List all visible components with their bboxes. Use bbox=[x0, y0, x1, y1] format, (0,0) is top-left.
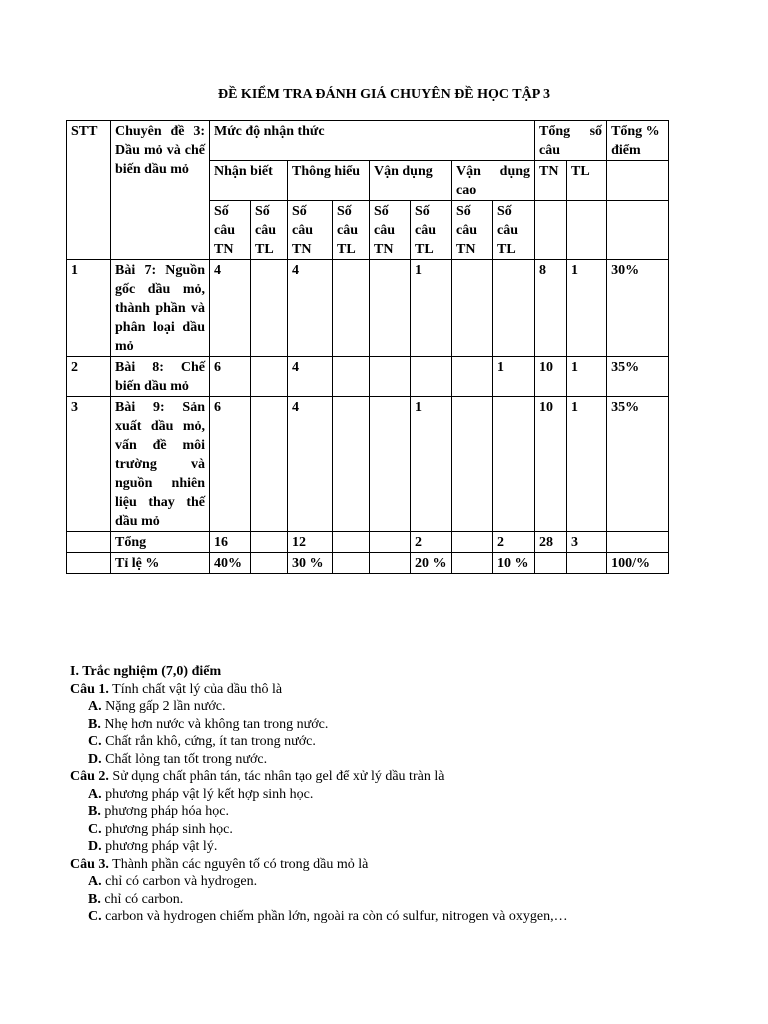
cell-apply-tl: 2 bbox=[411, 532, 452, 553]
cell-total-tl: 1 bbox=[567, 397, 607, 532]
option-text: phương pháp vật lý kết hợp sinh học. bbox=[105, 786, 314, 802]
sub-tn: Số câu TN bbox=[210, 201, 251, 260]
section-heading: I. Trắc nghiệm (7,0) điểm bbox=[70, 664, 222, 679]
cell-apply-high-tl: 2 bbox=[493, 532, 535, 553]
header-stt: STT bbox=[67, 121, 111, 260]
option-letter: A. bbox=[88, 874, 102, 889]
cell-recognize-tn: 6 bbox=[210, 397, 251, 532]
cell-apply-tn bbox=[370, 357, 411, 397]
answer-option[interactable] bbox=[70, 838, 710, 856]
cell-apply-tl: 1 bbox=[411, 397, 452, 532]
question-1 bbox=[70, 681, 710, 699]
cell-apply-tl: 20 % bbox=[411, 553, 452, 574]
question-text: Sử dụng chất phân tán, tác nhân tạo gel để xử lý dầu tràn là bbox=[112, 769, 445, 784]
cell-total-tl: 3 bbox=[567, 532, 607, 553]
option-text: carbon và hydrogen chiếm phần lớn, ngoài ra còn có sulfur, nitrogen và oxygen,… bbox=[105, 909, 568, 924]
header-level-apply-high: Vận dụng cao bbox=[452, 161, 535, 201]
cell-understand-tn: 4 bbox=[288, 260, 333, 357]
option-text: chỉ có carbon. bbox=[104, 891, 184, 907]
answer-option[interactable] bbox=[70, 733, 710, 751]
sub-tn: Số câu TN bbox=[370, 201, 411, 260]
answer-option[interactable] bbox=[70, 716, 710, 734]
cell-apply-high-tn bbox=[452, 260, 493, 357]
cell-understand-tl bbox=[333, 532, 370, 553]
answer-option[interactable] bbox=[70, 698, 710, 716]
answer-option[interactable] bbox=[70, 786, 710, 804]
cell-apply-high-tn bbox=[452, 553, 493, 574]
sub-tl: Số câu TL bbox=[251, 201, 288, 260]
answer-option[interactable] bbox=[70, 803, 710, 821]
cell-total-percent: 35% bbox=[607, 357, 669, 397]
cell-apply-tn bbox=[370, 553, 411, 574]
cell-apply-high-tl bbox=[493, 260, 535, 357]
cell-understand-tn: 12 bbox=[288, 532, 333, 553]
sub-tl: Số câu TL bbox=[411, 201, 452, 260]
document-title: ĐỀ KIỂM TRA ĐÁNH GIÁ CHUYÊN ĐỀ HỌC TẬP 3 bbox=[217, 87, 551, 102]
question-label: Câu 3. bbox=[70, 856, 109, 872]
option-letter: B. bbox=[88, 804, 101, 819]
option-text: Chất lỏng tan tốt trong nước. bbox=[105, 751, 268, 767]
sub-empty bbox=[535, 201, 567, 260]
cell-topic: Tỉ lệ % bbox=[111, 553, 210, 574]
answer-option[interactable] bbox=[70, 821, 710, 839]
sub-tn: Số câu TN bbox=[288, 201, 333, 260]
header-topic: Chuyên đề 3: Dầu mỏ và chế biến dầu mỏ bbox=[111, 121, 210, 260]
cell-apply-high-tl: 10 % bbox=[493, 553, 535, 574]
cell-total-tn bbox=[535, 553, 567, 574]
table-row bbox=[67, 357, 669, 397]
question-text: Thành phần các nguyên tố có trong dầu mỏ là bbox=[112, 856, 369, 872]
cell-apply-high-tn bbox=[452, 397, 493, 532]
header-total-questions: Tổng số câu bbox=[535, 121, 607, 161]
multiple-choice-section bbox=[70, 663, 710, 926]
cell-topic: Tổng bbox=[111, 532, 210, 553]
option-text: phương pháp hóa học. bbox=[104, 804, 229, 819]
sub-tl: Số câu TL bbox=[493, 201, 535, 260]
cell-stt: 3 bbox=[67, 397, 111, 532]
header-level-apply: Vận dụng bbox=[370, 161, 452, 201]
cell-recognize-tl bbox=[251, 532, 288, 553]
table-row bbox=[67, 532, 669, 553]
cell-topic: Bài 9: Sản xuất dầu mỏ, vấn đề môi trường và nguồn nhiên liệu thay thế dầu mỏ bbox=[111, 397, 210, 532]
question-2 bbox=[70, 768, 710, 786]
cell-topic: Bài 8: Chế biến dầu mỏ bbox=[111, 357, 210, 397]
cell-understand-tl bbox=[333, 357, 370, 397]
cell-total-tl: 1 bbox=[567, 357, 607, 397]
cell-recognize-tn: 4 bbox=[210, 260, 251, 357]
option-letter: A. bbox=[88, 699, 102, 714]
cell-recognize-tl bbox=[251, 397, 288, 532]
sub-tn: Số câu TN bbox=[452, 201, 493, 260]
sub-empty bbox=[607, 201, 669, 260]
cell-total-tn: 8 bbox=[535, 260, 567, 357]
header-level-understand: Thông hiểu bbox=[288, 161, 370, 201]
cell-stt bbox=[67, 532, 111, 553]
cell-understand-tl bbox=[333, 397, 370, 532]
table-row bbox=[67, 260, 669, 357]
option-text: Nặng gấp 2 lần nước. bbox=[105, 699, 226, 714]
question-3 bbox=[70, 856, 710, 874]
cell-recognize-tl bbox=[251, 260, 288, 357]
cell-recognize-tl bbox=[251, 357, 288, 397]
cell-total-tl bbox=[567, 553, 607, 574]
cell-understand-tn: 4 bbox=[288, 397, 333, 532]
header-row-1 bbox=[67, 121, 669, 161]
option-letter: C. bbox=[88, 821, 102, 837]
cell-apply-tn bbox=[370, 260, 411, 357]
header-level-recognize: Nhận biết bbox=[210, 161, 288, 201]
cell-stt: 1 bbox=[67, 260, 111, 357]
option-letter: B. bbox=[88, 891, 101, 907]
cell-recognize-tn: 16 bbox=[210, 532, 251, 553]
option-letter: C. bbox=[88, 734, 102, 749]
cell-stt: 2 bbox=[67, 357, 111, 397]
cell-stt bbox=[67, 553, 111, 574]
cell-apply-high-tn bbox=[452, 532, 493, 553]
cell-recognize-tl bbox=[251, 553, 288, 574]
option-text: phương pháp sinh học. bbox=[105, 821, 233, 837]
header-total-percent: Tổng % điểm bbox=[607, 121, 669, 161]
cell-apply-tl: 1 bbox=[411, 260, 452, 357]
cell-understand-tl bbox=[333, 260, 370, 357]
cell-apply-high-tl bbox=[493, 397, 535, 532]
option-letter: D. bbox=[88, 751, 102, 767]
question-list bbox=[70, 681, 710, 926]
cell-apply-tl bbox=[411, 357, 452, 397]
header-cognitive-level: Mức độ nhận thức bbox=[210, 121, 535, 161]
option-text: phương pháp vật lý. bbox=[105, 839, 218, 854]
cell-recognize-tn: 6 bbox=[210, 357, 251, 397]
cell-total-tn: 10 bbox=[535, 397, 567, 532]
cell-total-percent: 30% bbox=[607, 260, 669, 357]
answer-option[interactable] bbox=[70, 873, 710, 891]
cell-apply-tn bbox=[370, 532, 411, 553]
question-text: Tính chất vật lý của dầu thô là bbox=[112, 681, 283, 697]
sub-empty bbox=[567, 201, 607, 260]
cell-total-tn: 28 bbox=[535, 532, 567, 553]
cell-apply-tn bbox=[370, 397, 411, 532]
header-tn: TN bbox=[535, 161, 567, 201]
assessment-matrix-table bbox=[66, 120, 669, 574]
option-text: Nhẹ hơn nước và không tan trong nước. bbox=[104, 716, 329, 732]
answer-option[interactable] bbox=[70, 908, 710, 926]
option-letter: B. bbox=[88, 716, 101, 732]
question-label: Câu 2. bbox=[70, 769, 109, 784]
cell-total-tn: 10 bbox=[535, 357, 567, 397]
cell-apply-high-tl: 1 bbox=[493, 357, 535, 397]
cell-total-percent: 35% bbox=[607, 397, 669, 532]
table-row bbox=[67, 553, 669, 574]
option-text: Chất rắn khô, cứng, ít tan trong nước. bbox=[105, 734, 316, 749]
cell-understand-tn: 30 % bbox=[288, 553, 333, 574]
option-letter: A. bbox=[88, 786, 102, 802]
cell-recognize-tn: 40% bbox=[210, 553, 251, 574]
header-empty bbox=[607, 161, 669, 201]
cell-apply-high-tn bbox=[452, 357, 493, 397]
answer-option[interactable] bbox=[70, 891, 710, 909]
cell-understand-tl bbox=[333, 553, 370, 574]
cell-total-tl: 1 bbox=[567, 260, 607, 357]
sub-tl: Số câu TL bbox=[333, 201, 370, 260]
cell-total-percent: 100/% bbox=[607, 553, 669, 574]
table-row bbox=[67, 397, 669, 532]
header-tl: TL bbox=[567, 161, 607, 201]
cell-topic: Bài 7: Nguồn gốc dầu mỏ, thành phần và phân loại dầu mỏ bbox=[111, 260, 210, 357]
option-letter: C. bbox=[88, 909, 102, 924]
option-letter: D. bbox=[88, 839, 102, 854]
option-text: chỉ có carbon và hydrogen. bbox=[105, 874, 258, 889]
question-label: Câu 1. bbox=[70, 681, 109, 697]
cell-understand-tn: 4 bbox=[288, 357, 333, 397]
answer-option[interactable] bbox=[70, 751, 710, 769]
cell-total-percent bbox=[607, 532, 669, 553]
